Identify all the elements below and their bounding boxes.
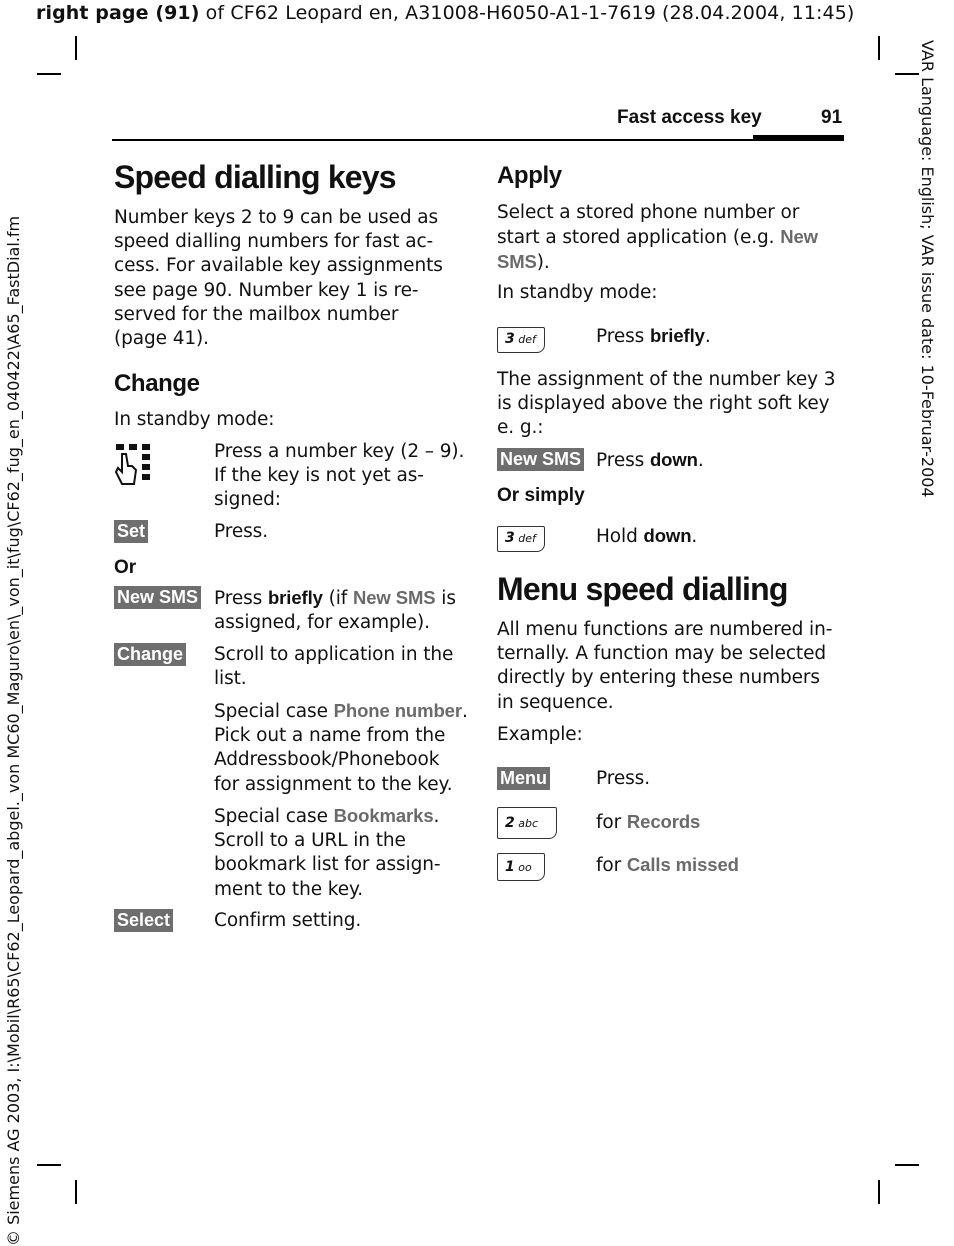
highlight-text: New SMS (352, 587, 436, 608)
or-label: Or (114, 557, 137, 578)
text: is (435, 588, 456, 609)
text: Press (596, 450, 650, 471)
apply-paragraph (497, 201, 818, 276)
text-line: directly by entering these numbers (497, 667, 820, 689)
text: Special case (214, 806, 334, 827)
text-line: Addressbook/Phonebook (214, 749, 440, 771)
crop-mark (75, 36, 77, 60)
key-letters: abc (518, 817, 539, 830)
for-calls-missed (596, 853, 739, 878)
softkey-change (114, 643, 186, 666)
text-line: list. (214, 668, 247, 690)
text-line: Press a number key (2 – 9). (214, 441, 465, 462)
highlight-text: Bookmarks (333, 805, 434, 826)
crop-mark (878, 36, 880, 60)
text-line (214, 586, 456, 611)
text-line: ternally. A function may be selected (497, 643, 827, 665)
press-down (596, 448, 704, 473)
key-digit: 3 (505, 530, 515, 546)
crop-mark (895, 73, 919, 75)
text-line: ment to the key. (214, 878, 363, 900)
heading-menu-speed-dialling: Menu speed dialling (497, 571, 788, 607)
text: . (697, 450, 704, 471)
text-line: is displayed above the right soft key (497, 393, 830, 415)
bold-text: down (649, 449, 698, 470)
text-line: cess. For available key assignments (114, 255, 443, 277)
number-key-2-icon (497, 807, 557, 839)
text: for (596, 812, 627, 833)
crop-mark (37, 1164, 61, 1166)
text: . (691, 526, 698, 547)
print-header-bold: right page (91) (36, 2, 200, 24)
highlight-text: New (780, 226, 818, 248)
text-line: assigned, for example). (214, 612, 430, 634)
text: (if (322, 588, 353, 609)
menu-intro-paragraph (497, 618, 832, 715)
text-line (214, 699, 468, 724)
text-line: Pick out a name from the (214, 725, 446, 747)
text-line (497, 225, 818, 250)
text-line: in sequence. (497, 691, 614, 713)
heading-speed-dialling-keys: Speed dialling keys (114, 159, 396, 195)
text: Press (596, 326, 650, 347)
new-sms-step (214, 586, 456, 635)
text-line: Scroll to application in the (214, 644, 454, 665)
example-label: Example: (497, 724, 583, 745)
menu-press-text: Press. (596, 768, 650, 789)
change-step (214, 643, 453, 691)
heading-change: Change (114, 370, 200, 397)
key-digit: 1 (505, 859, 515, 875)
text-line: e. g.: (497, 417, 544, 439)
text: . (704, 326, 711, 347)
bold-text: briefly (267, 587, 323, 608)
assignment-paragraph (497, 368, 835, 441)
softkey-label: New SMS (114, 586, 201, 609)
text: start a stored application (e.g. (497, 227, 781, 249)
text-line: speed dialling numbers for fast ac- (114, 231, 434, 253)
highlight-text: Calls missed (626, 854, 739, 875)
highlight-text: Phone number (333, 700, 462, 721)
text-line: Scroll to a URL in the (214, 830, 406, 852)
keypad-icon (114, 442, 158, 488)
press-briefly (596, 324, 711, 349)
text: . (461, 701, 468, 722)
standby-text: In standby mode: (497, 282, 658, 303)
key-digit: 2 (505, 815, 515, 831)
softkey-label: Menu (497, 767, 550, 790)
number-key-3-icon (497, 526, 545, 552)
softkey-label: Set (114, 520, 148, 543)
key-letters: def (518, 333, 536, 346)
special-case-phone-number (214, 699, 468, 797)
text: Hold (596, 526, 644, 547)
crop-mark (37, 73, 61, 75)
page-number: 91 (821, 107, 843, 128)
highlight-text: SMS (497, 251, 537, 273)
text: for (596, 855, 627, 876)
crop-mark (878, 1180, 880, 1204)
text-line: see page 90. Number key 1 is re- (114, 279, 419, 301)
highlight-text: Records (626, 811, 701, 832)
softkey-set (114, 520, 148, 543)
crop-mark (75, 1180, 77, 1204)
text-line: for assignment to the key. (214, 773, 453, 795)
set-text: Press. (214, 521, 268, 542)
side-text-right: VAR Language: English; VAR issue date: 10-Februar-2004 (918, 40, 937, 498)
heading-apply: Apply (497, 162, 562, 189)
print-header (36, 2, 854, 24)
step-press-number-key (214, 440, 464, 513)
key-letters: oo (518, 861, 532, 874)
select-text: Confirm setting. (214, 910, 362, 931)
intro-paragraph (114, 206, 443, 351)
softkey-label: Select (114, 909, 173, 932)
key-digit: 3 (505, 331, 515, 347)
softkey-label: Change (114, 643, 186, 666)
special-case-bookmarks (214, 804, 440, 902)
print-header-rest: of CF62 Leopard en, A31008-H6050-A1-1-7619 (28.04.2004, 11:45) (199, 2, 855, 24)
side-text-left: © Siemens AG 2003, I:\Mobil\R65\CF62_Leopard_abgel._von MC60_Maguro\en\_von_it\fug\CF62_fug_en_040422\A65_FastDial.fm (4, 215, 23, 1246)
text-line: (page 41). (114, 328, 209, 350)
text: ). (536, 252, 550, 274)
bold-text: briefly (649, 325, 705, 346)
text-line: If the key is not yet as- (214, 465, 424, 487)
text: Press (214, 588, 268, 609)
standby-text: In standby mode: (114, 409, 275, 430)
crop-mark (895, 1164, 919, 1166)
text-line (497, 250, 818, 275)
text-line: bookmark list for assign- (214, 854, 441, 876)
text-line: served for the mailbox number (114, 303, 399, 325)
text-line: signed: (214, 489, 281, 511)
bold-text: down (643, 525, 692, 546)
key-letters: def (518, 532, 536, 545)
softkey-menu (497, 767, 550, 790)
header-rule (112, 139, 844, 141)
for-records (596, 810, 700, 835)
text-line: Select a stored phone number or (497, 202, 800, 223)
softkey-new-sms (114, 586, 201, 609)
or-simply-label: Or simply (497, 485, 585, 506)
hold-down (596, 524, 697, 549)
text-line: All menu functions are numbered in- (497, 619, 833, 640)
header-rule-accent (753, 135, 844, 141)
softkey-new-sms (497, 448, 584, 471)
text: Special case (214, 701, 334, 722)
number-key-3-icon (497, 327, 545, 353)
text: . (433, 806, 440, 827)
text-line: Number keys 2 to 9 can be used as (114, 207, 439, 228)
softkey-select (114, 909, 173, 932)
softkey-label: New SMS (497, 448, 584, 471)
page-header-title: Fast access key (617, 107, 762, 128)
text-line: The assignment of the number key 3 (497, 369, 836, 390)
number-key-1-icon (497, 853, 545, 881)
text-line (214, 804, 440, 829)
